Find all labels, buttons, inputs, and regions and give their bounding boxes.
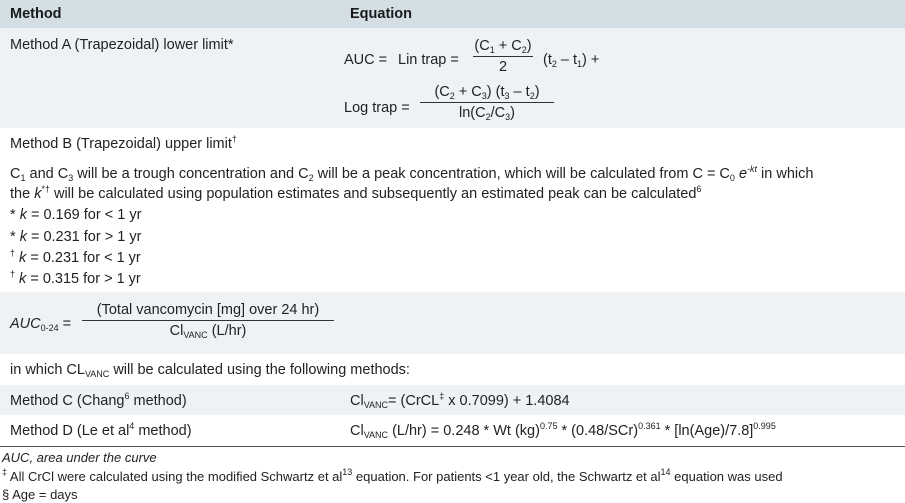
method-b-line-1: $C_1$ and $C_3$ will be a trough concentration and $C_2$ will be a peak concentration, which will be calculated from $C = C_0$ $e^{-kt}$ in which xyxy=(10,164,814,183)
auc-formula-denominator: $Cl_{VANC}$ (L/hr) xyxy=(169,323,247,340)
footnote-schwartz: ‡ All CrCl were calculated using the modified Schwartz et $al^{13}$ equation. For patients <1 year old, the Schwartz et $al^{14}$ equation was used xyxy=(2,467,783,484)
auc-formula-lhs: $AUC_{0-24}$ = xyxy=(10,316,72,333)
method-a-label: Method A (Trapezoidal) lower limit* xyxy=(10,37,234,53)
lin-trap-fraction xyxy=(473,38,533,75)
footnote-age: § Age = days xyxy=(2,487,78,502)
lin-trap-label: Lin trap = xyxy=(398,52,459,68)
lin-trap-denominator: 2 xyxy=(498,59,508,75)
method-d-equation: $Cl_{VANC}$ (L/hr) = 0.248 * Wt $(kg)^{0.75} * (0.48/SCr)^{0.361} * [\ln(Age)/7.8]^{0.995}$ xyxy=(350,421,776,440)
log-trap-numerator: $(C_2 + C_3)$ $(t_3 - t_2)$ xyxy=(434,84,540,101)
lin-trap-numerator: $(C_1 + C_2)$ xyxy=(474,38,532,55)
header-equation: Equation xyxy=(350,6,413,22)
footnote-abbreviation: AUC, area under the curve xyxy=(2,450,157,465)
k-value-line: * k = 0.231 for > 1 yr xyxy=(10,229,142,245)
table-header-band xyxy=(0,0,905,28)
k-value-line: † k = 0.231 for < 1 yr xyxy=(10,248,141,266)
k-value-line: * k = 0.169 for < 1 yr xyxy=(10,207,142,223)
method-c-equation: $Cl_{VANC}=$ (CrCL‡ x 0.7099) + 1.4084 xyxy=(350,391,570,410)
k-value-line: † k = 0.315 for > 1 yr xyxy=(10,269,141,287)
header-method: Method xyxy=(10,6,62,22)
method-b-line-2: the k*† will be calculated using population estimates and subsequently an estimated peak can be calculated$^6$ xyxy=(10,184,702,202)
method-b-label: Method B (Trapezoidal) upper limit† xyxy=(10,134,237,152)
auc-formula-numerator: (Total vancomycin [mg] over 24 hr) xyxy=(96,302,320,318)
cl-intro-text: in which $CL_{VANC}$ will be calculated using the following methods: xyxy=(10,362,410,379)
method-c-label: Method C (Chang$^6$ method) xyxy=(10,391,187,409)
log-trap-denominator: $\ln(C_2/C_3)$ xyxy=(459,105,515,122)
lin-trap-tail: $(t_2 - t_1)$ + xyxy=(543,52,600,69)
log-trap-fraction xyxy=(420,84,554,121)
log-trap-label: Log trap = xyxy=(344,100,410,116)
table-bottom-rule xyxy=(0,446,905,447)
method-d-label: Method D (Le et $al^4$ method) xyxy=(10,421,192,439)
auc-formula-fraction xyxy=(82,302,334,339)
auc-prefix: AUC = xyxy=(344,52,388,68)
